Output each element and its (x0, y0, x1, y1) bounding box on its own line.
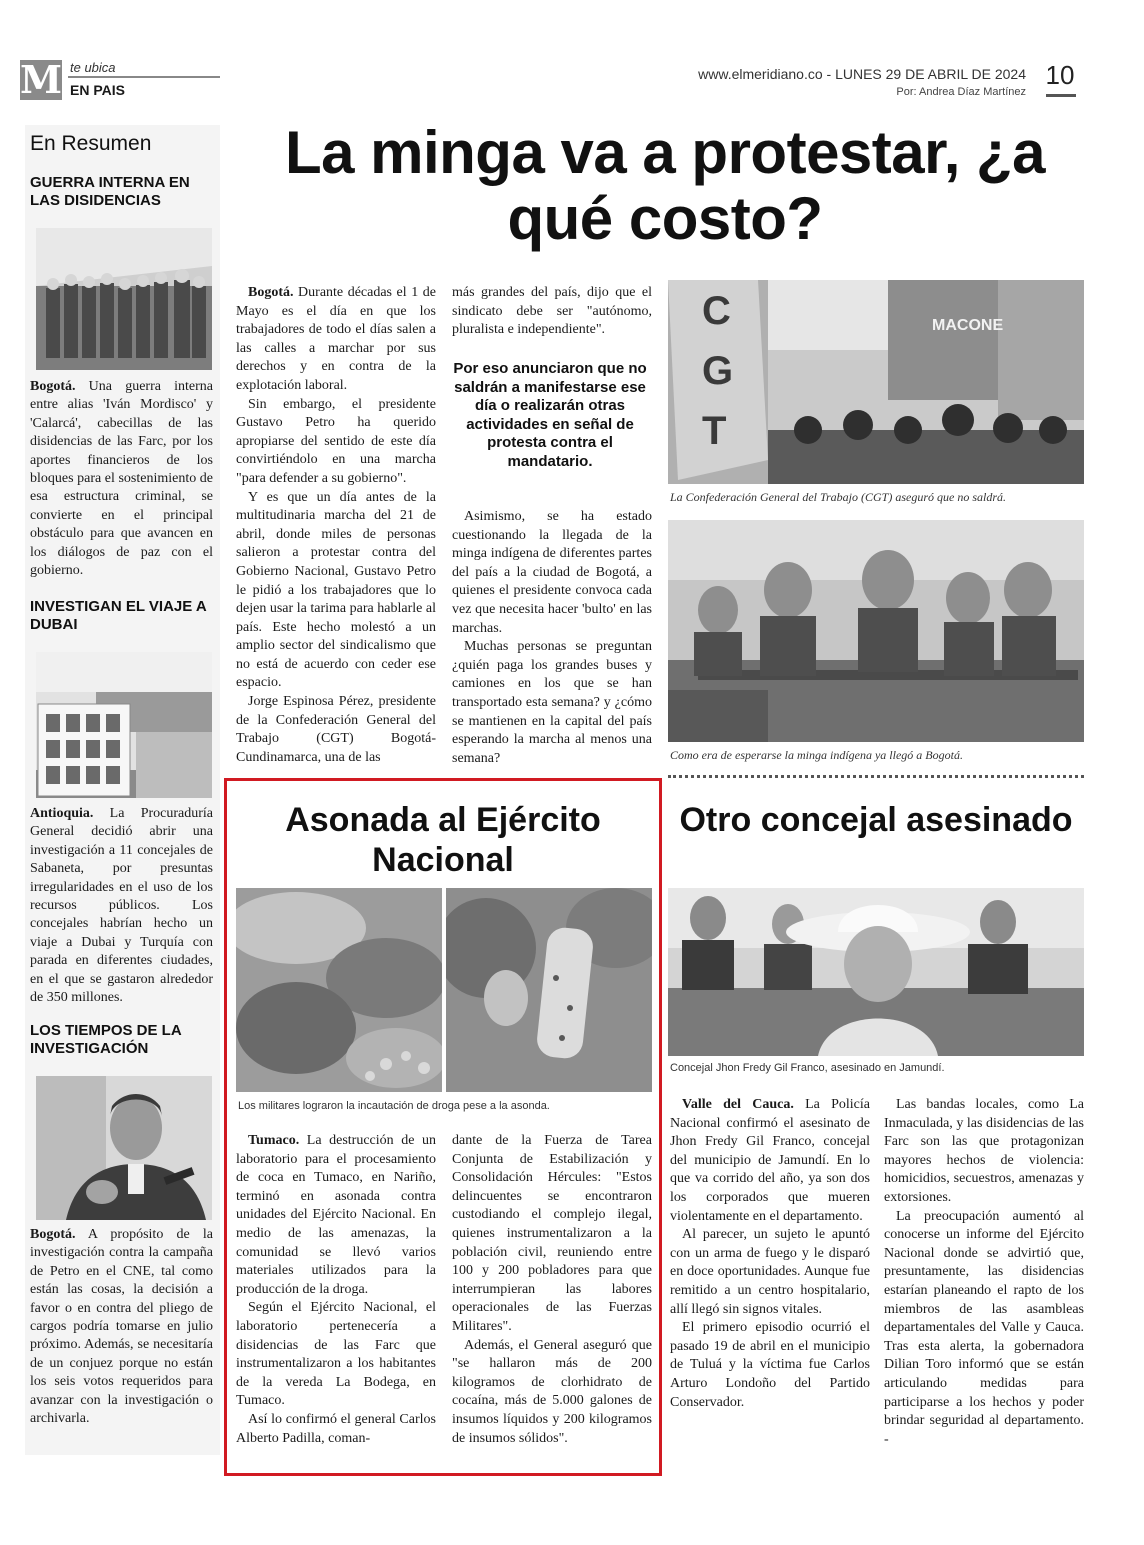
concejal-col1-p3: El primero episodio ocurrió el pasado 19 de abril en el municipio de Tuluá y la víctima fue Carlos Arturo Londoño del Partido Conservador. (670, 1320, 870, 1410)
section-divider (68, 76, 220, 78)
sidebar-dateline-2: Antioquia. (30, 806, 94, 821)
main-col1-p1: Durante décadas el 1 de Mayo es el día en que los trabajadores de todo el días salen a las calles a marchar por sus derechos y en contra de la explotación laboral. (236, 285, 436, 393)
concejal-col1-p2: Al parecer, un sujeto le apuntó con un arma de fuego y le disparó en doce oportunidades. Aunque fue remitido a un centro hospitalario, allí llegó sin signos vitales. (670, 1227, 870, 1317)
site-date-line: www.elmeridiano.co - LUNES 29 DE ABRIL DE 2024 (698, 66, 1026, 82)
asonada-col2-p1: dante de la Fuerza de Tarea Conjunta de Estabilización y Consolidación Hércules: "Estos delincuentes se encontraron custodiando el complejo ilegal, quienes instrumentalizaron a la población civil, reuniendo entre 100 y 200 pobladores para que interrumpieran las labores operacionales de las Fuerzas Militares". (452, 1133, 652, 1334)
concejal-col1-p1: La Policía Nacional confirmó el asesinato de Jhon Fredy Gil Franco, concejal del municipio de Jamundí. En lo que va corrido del año, ya son dos los corporados que mueren violentamente en el departamento. (670, 1097, 870, 1224)
main-col2-p1: más grandes del país, dijo que el sindicato debe ser "autónomo, pluralista e independiente". (452, 285, 652, 338)
asonada-col2-p2: Además, el General aseguró que "se hallaron más de 200 kilogramos de clorhidrato de cocaína, más de 5.000 galones de insumos líquidos y 200 kilogramos de insumos sólidos". (452, 1337, 652, 1446)
cgt-banner-g: G (702, 349, 734, 393)
newspaper-logo: M (20, 57, 63, 102)
asonada-column-1 (236, 1132, 436, 1448)
macone-sign: MACONE (932, 317, 1004, 334)
main-col2-p2: Asimismo, se ha estado cuestionando la llegada de la minga indígena de diferentes partes del país a la ciudad de Bogotá, a quienes el presidente convoca cada vez que necesita hacer 'bulto' en las marchas. (452, 509, 652, 636)
page-number-underline (1046, 94, 1076, 97)
sidebar-headline-2: INVESTIGAN EL VIAJE A DUBAI (30, 598, 207, 633)
cgt-banner-t: T (702, 409, 727, 453)
sidebar-dateline-3: Bogotá. (30, 1227, 76, 1242)
dubai-city-photo (36, 652, 212, 798)
sidebar-text-2 (30, 805, 213, 1007)
page-number: 10 (1045, 60, 1075, 90)
soldiers-photo (36, 228, 212, 370)
asonada-column-2 (452, 1132, 652, 1448)
cgt-march-photo (668, 280, 1084, 484)
concejal-dateline: Valle del Cauca. (682, 1097, 794, 1112)
lab-photo-right (446, 888, 652, 1092)
concejal-col2-p2: La preocupación aumentó al conocerse un informe del Ejército Nacional donde se advirtió que, presuntamente, las disidencias estarían planeando el rapto de los miembros de las asambleas departamentales del Valle y Cauca. Tras esta alerta, la gobernadora Dilian Toro informó que se están articulando medidas para participarse a los hechos y poder brindar seguridad al departamento. - (884, 1208, 1084, 1447)
concejal-col2-p1: Las bandas locales, como La Inmaculada, y las disidencias de las Farc son las que protagonizan mayores hechos de violencia: homicidios, secuestros, amenazas y extorsiones. (884, 1097, 1084, 1205)
sidebar-title: En Resumen (30, 132, 152, 155)
asonada-photo-caption: Los militares lograron la incautación de droga pese a la asonda. (238, 1100, 550, 1112)
asonada-col1-p3: Así lo confirmó el general Carlos Alberto Padilla, coman- (236, 1411, 436, 1446)
main-article-column-2 (452, 508, 652, 768)
sidebar-headline-3: LOS TIEMPOS DE LA INVESTIGACIÓN (30, 1022, 182, 1057)
asonada-col1-p1: La destrucción de un laboratorio para el procesamiento de coca en Tumaco, en Nariño, terminó en asonada contra unidades del Ejército Nacional. En medio de las amenazas, la comunidad se llevó varios materiales utilizados para la producción de la droga. (236, 1133, 436, 1297)
sidebar-dateline-1: Bogotá. (30, 379, 76, 394)
main-article-column-1 (236, 284, 436, 767)
main-dateline: Bogotá. (248, 285, 294, 300)
main-col1-p3: Y es que un día antes de la multitudinaria marcha del 21 de abril, donde miles de personas salieron a protestar contra del Gobierno Nacional, Gustavo Petro le pidió a los trabajadores que lo dejen usar la tarima para hablarle al país. Este hecho molestó a un amplio sector del sindicalismo que no está de acuerdo con ceder ese espacio. (236, 489, 436, 691)
sidebar-body-1: Una guerra interna entre alias 'Iván Mordisco' y 'Calarcá', cabecillas de las disidencias de las Farc, por los aportes financieros de los bloques para el sostenimiento de esa estructura criminal, se convierte en el principal obstáculo para que avancen en los diálogos de paz con el gobierno. (30, 379, 213, 579)
main-headline: La minga va a protestar, ¿a qué costo? (284, 119, 1046, 252)
author-byline: Por: Andrea Díaz Martínez (896, 86, 1026, 98)
concejal-column-1 (670, 1096, 870, 1412)
asonada-dateline: Tumaco. (248, 1133, 300, 1148)
section-name: EN PAIS (70, 82, 125, 98)
sidebar-headline-1: GUERRA INTERNA EN LAS DISIDENCIAS (30, 174, 190, 209)
main-col1-p4: Jorge Espinosa Pérez, presidente de la Confederación General del Trabajo (CGT) Bogotá-Cundinamarca, una de las (236, 694, 436, 765)
sidebar-body-3: A propósito de la investigación contra la campaña de Petro en el CNE, tal como están las cosas, la decisión a favor o en contra del pliego de cargos podría tomarse en julio próximo. Además, se necesitaría de un conjuez porque no están los seis votos requeridos para avanzar con la investigación o archivarla. (30, 1227, 213, 1427)
concejal-photo (668, 888, 1084, 1056)
asonada-headline: Asonada al Ejército Nacional (285, 801, 601, 879)
concejal-column-2 (884, 1096, 1084, 1449)
sidebar-text-3 (30, 1226, 213, 1428)
cgt-photo-caption: La Confederación General del Trabajo (CGT) aseguró que no saldrá. (670, 490, 1006, 504)
sidebar-text-1 (30, 378, 213, 580)
minga-photo-caption: Como era de esperarse la minga indígena ya llegó a Bogotá. (670, 748, 963, 762)
sidebar-body-2: La Procuraduría General decidió abrir una investigación a 11 concejales de Sabaneta, por presuntas irregularidades en el uso de los recursos públicos. Los concejales habrían hecho un viaje a Dubai y Turquía con parada en diferentes ciudades, en el que se gastaron alrededor de 350 millones. (30, 806, 213, 1006)
main-col2-p3: Muchas personas se preguntan ¿quién paga los grandes buses y camiones en los que se han transportado esta semana? y ¿cómo se mantienen en la capital del país esperando la marcha al menos una semana? (452, 639, 652, 766)
concejal-photo-caption: Concejal Jhon Fredy Gil Franco, asesinado en Jamundí. (670, 1062, 945, 1074)
lab-photo-left (236, 888, 442, 1092)
petro-photo (36, 1076, 212, 1220)
pull-quote: Por eso anunciaron que no saldrán a manifestarse ese día o realizarán otras actividades en señal de protesta contra el mandatario. (453, 360, 647, 470)
main-col1-p2: Sin embargo, el presidente Gustavo Petro ha querido apropiarse del sentido de este día convirtiéndolo en una marcha "para defender a su gobierno". (236, 396, 436, 486)
section-tag: te ubica (70, 60, 116, 75)
cgt-banner-c: C (702, 289, 731, 333)
concejal-headline: Otro concejal asesinado (679, 801, 1073, 839)
minga-truck-photo (668, 520, 1084, 742)
asonada-col1-p2: Según el Ejército Nacional, el laboratorio pertenecería a disidencias de las Farc que instrumentalizaron a los habitantes de la vereda La Bodega, en Tumaco. (236, 1300, 436, 1409)
section-separator (668, 775, 1084, 778)
